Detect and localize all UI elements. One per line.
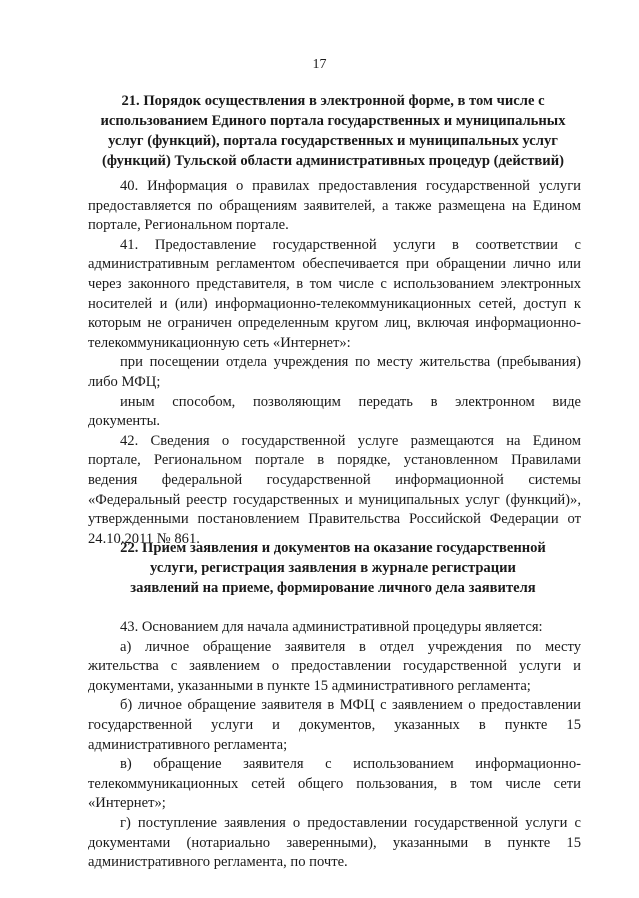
text-line: либо МФЦ;	[88, 373, 161, 390]
text-line: утвержденными постановлением Правительства Российской Федерации от	[88, 511, 581, 528]
text-line: административного регламента;	[88, 736, 288, 753]
text-line: жительства с заявлением о предоставлении государственной услуги и	[88, 658, 581, 675]
text-line: 43. Основанием для начала административной процедуры является:	[120, 619, 543, 635]
text-line: 40. Информация о правилах предоставления государственной услуги	[120, 178, 581, 194]
heading-line: услуги, регистрация заявления в журнале регистрации	[150, 560, 516, 576]
text-line: административным регламентом обеспечивается при обращении лично или	[88, 256, 581, 273]
text-line: телекоммуникационных сетей общего пользования, в том числе сети	[88, 775, 581, 792]
text-line: в) обращение заявителя с использованием информационно-	[120, 756, 581, 773]
text-line: государственной услуги и документов, указанных в пункте 15	[88, 716, 581, 733]
text-line: 42. Сведения о государственной услуге размещаются на Едином	[120, 432, 581, 449]
text-line: предоставляется по обращениям заявителей, а также размещена на Едином	[88, 197, 581, 214]
section-22-heading	[88, 538, 578, 598]
text-line: а) личное обращение заявителя в отдел учреждения по месту	[120, 638, 581, 655]
paragraph-43-item-b	[88, 696, 581, 755]
text-line: документами (нотариально заверенными), указанными в пункте 15	[88, 834, 581, 851]
paragraph-43-item-g	[88, 814, 581, 873]
text-line: при посещении отдела учреждения по месту жительства (пребывания)	[120, 354, 581, 371]
heading-line: заявлений на приеме, формирование личного дела заявителя	[130, 580, 536, 596]
heading-line: услуг (функций), портала государственных и муниципальных услуг	[108, 133, 558, 149]
paragraph-41-item-1	[88, 353, 581, 392]
text-line: носителей и (или) информационно-телекоммуникационных сетей, доступ к	[88, 295, 581, 312]
text-line: телекоммуникационную сеть «Интернет»:	[88, 334, 351, 351]
paragraph-42	[88, 432, 581, 550]
heading-line: 21. Порядок осуществления в электронной форме, в том числе с	[121, 93, 545, 109]
paragraph-43	[88, 618, 581, 638]
text-line: иным способом, позволяющим передать в электронном виде	[120, 393, 581, 410]
heading-line: (функций) Тульской области административных процедур (действий)	[102, 153, 564, 169]
text-line: документами, указанными в пункте 15 административного регламента;	[88, 677, 531, 694]
paragraph-40	[88, 177, 581, 236]
section-22-body	[88, 618, 581, 873]
heading-line: 22. Прием заявления и документов на оказание государственной	[120, 540, 546, 556]
text-line: «Федеральный реестр государственных и муниципальных услуг (функций)»,	[88, 491, 581, 508]
text-line: портале, Региональном портале.	[88, 217, 289, 234]
text-line: документы.	[88, 413, 161, 430]
text-line: ведения федеральной государственной информационной системы	[88, 471, 581, 488]
text-line: «Интернет»;	[88, 795, 166, 812]
text-line: б) личное обращение заявителя в МФЦ с заявлением о предоставлении	[120, 697, 581, 714]
paragraph-41	[88, 236, 581, 354]
section-21-body	[88, 177, 581, 549]
text-line: административного регламента, по почте.	[88, 854, 348, 871]
text-line: 24.10.2011 № 861.	[88, 530, 200, 547]
paragraph-43-item-a	[88, 638, 581, 697]
paragraph-43-item-v	[88, 755, 581, 814]
text-line: портале, Региональном портале в порядке, установленном Правилами	[88, 452, 581, 469]
heading-line: использованием Единого портала государственных и муниципальных	[100, 113, 566, 129]
section-21-heading	[88, 91, 578, 171]
text-line: г) поступление заявления о предоставлении государственной услуги с	[120, 814, 581, 831]
text-line: через законного представителя, в том числе с использованием электронных	[88, 275, 581, 292]
text-line: которым не ограничен определенным кругом лиц, включая информационно-	[88, 315, 581, 332]
text-line: 41. Предоставление государственной услуги в соответствии с	[120, 236, 581, 253]
page-number: 17	[312, 57, 327, 72]
paragraph-41-item-2	[88, 393, 581, 432]
